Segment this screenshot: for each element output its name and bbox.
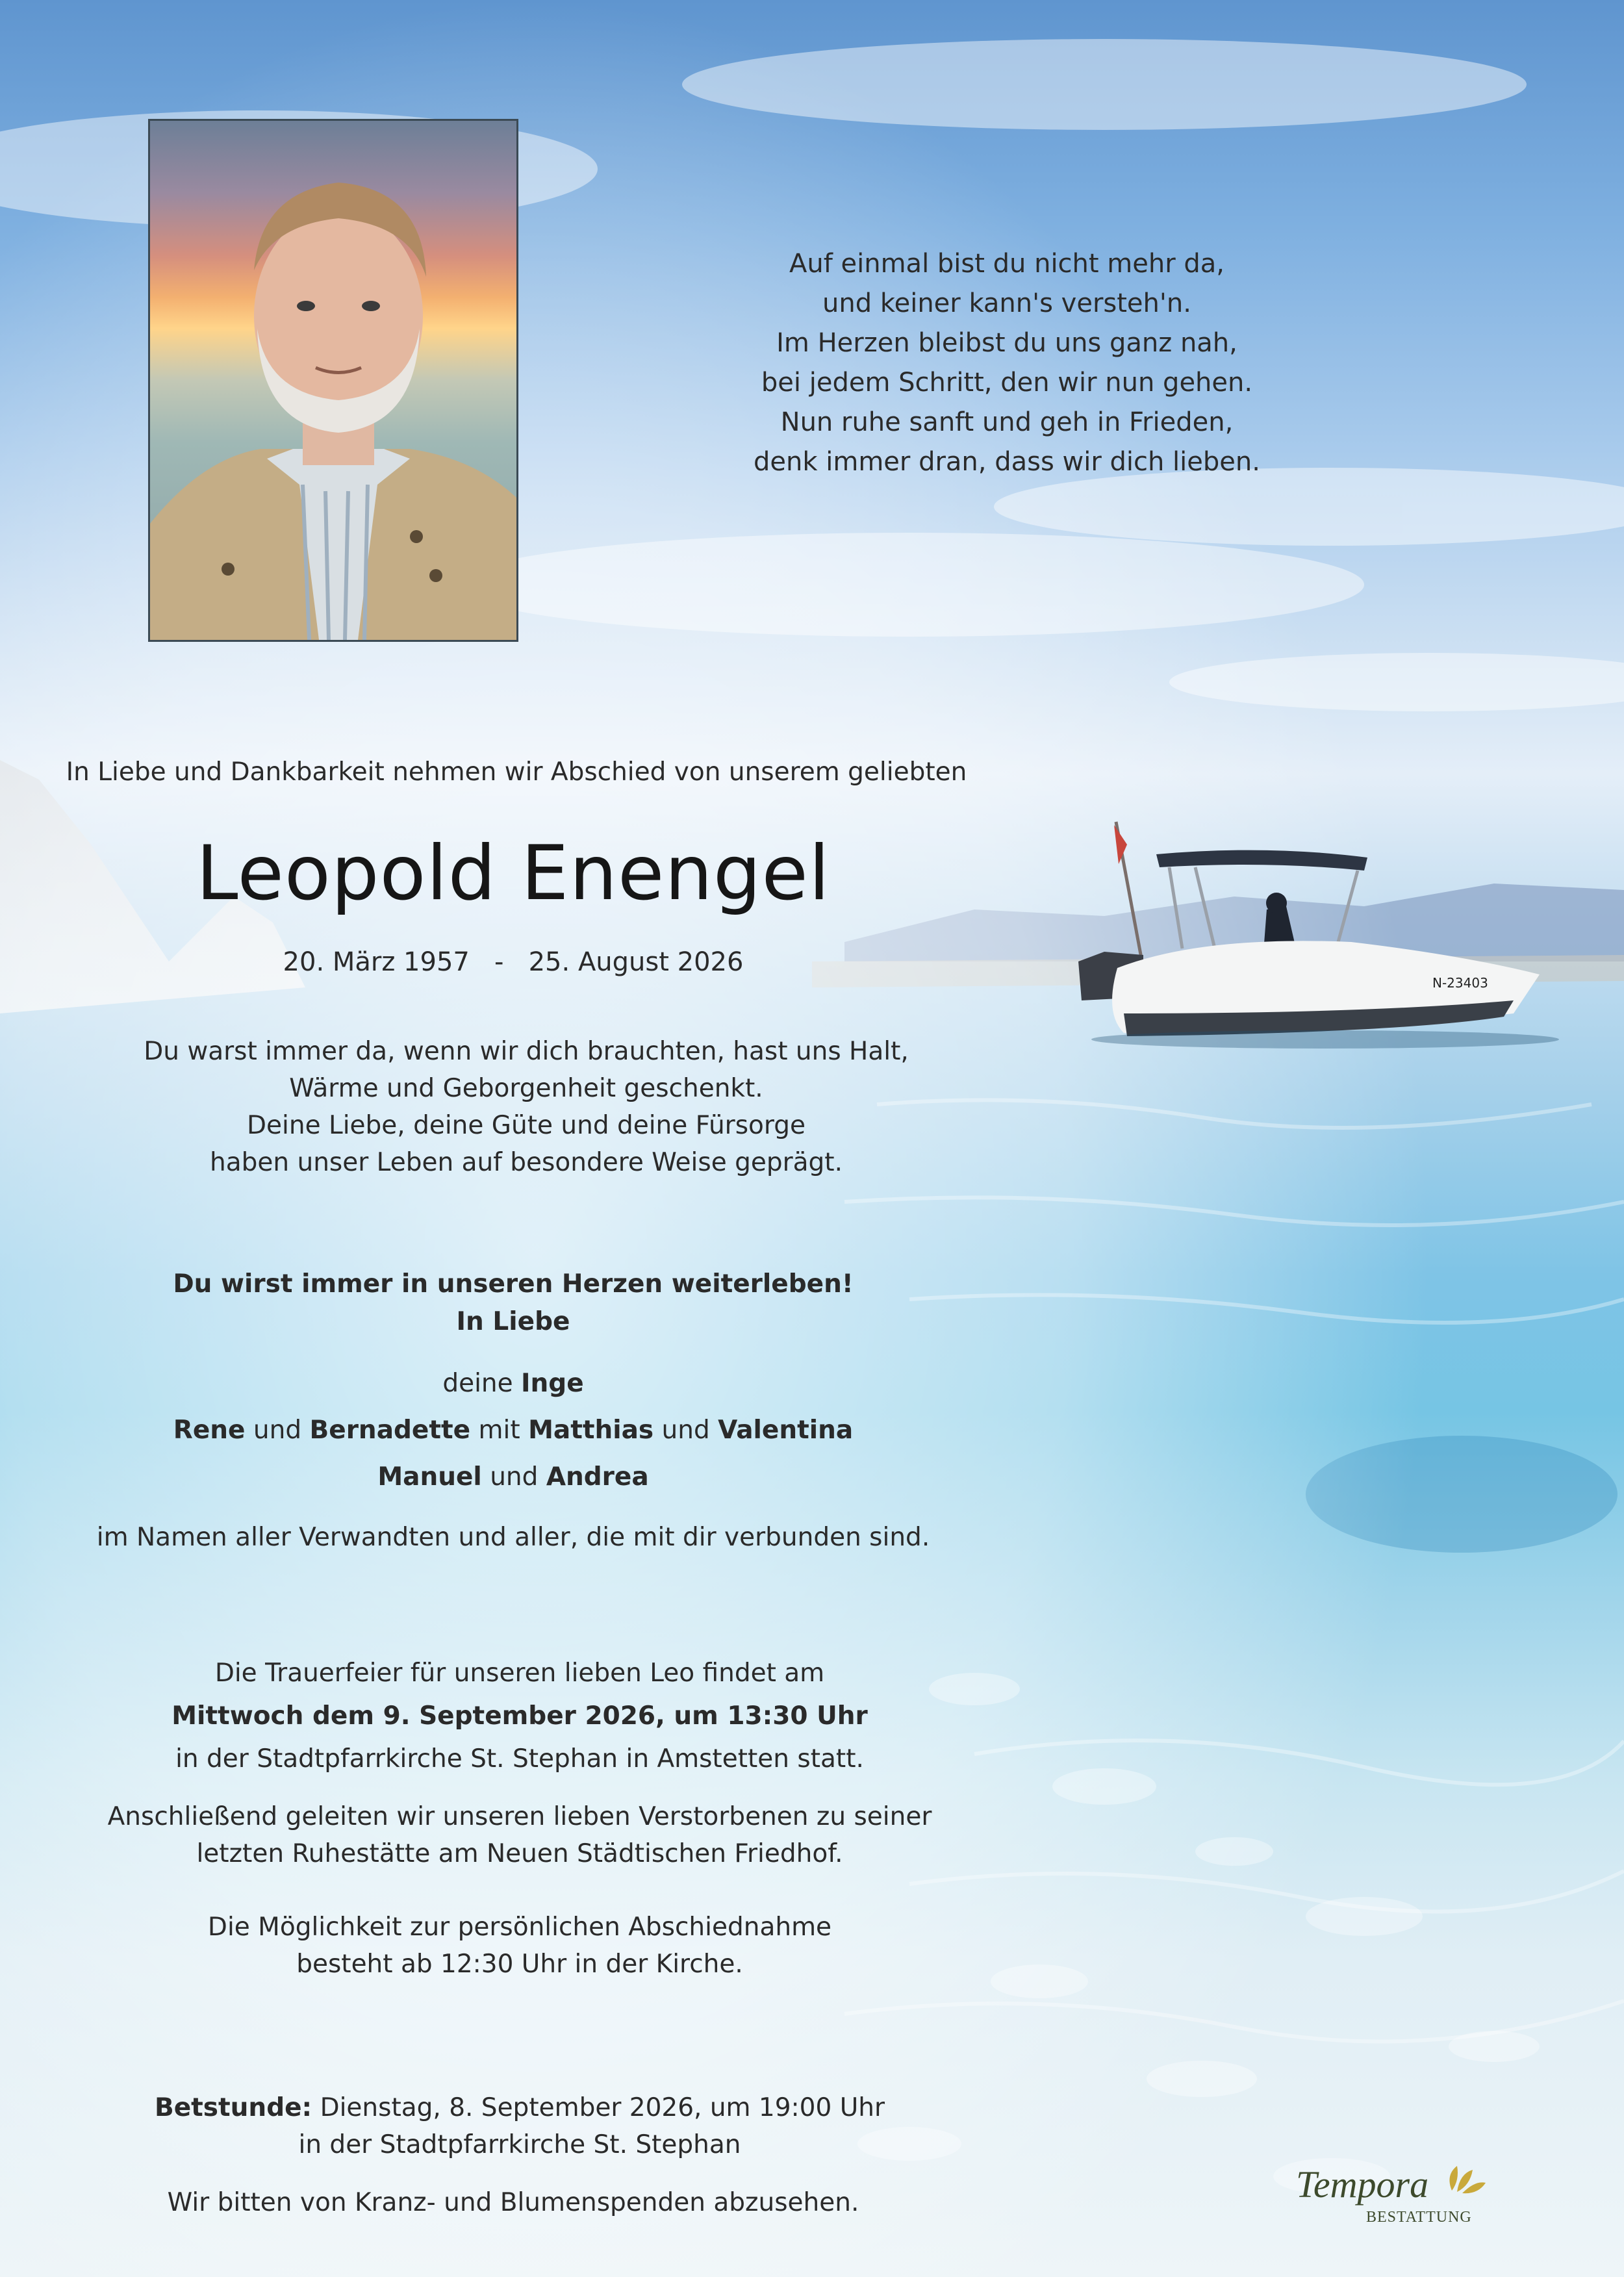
viewing-line: besteht ab 12:30 Uhr in der Kirche.	[296, 1950, 743, 1979]
tribute-line: haben unser Leben auf besondere Weise geprägt.	[210, 1148, 843, 1177]
family-text: und	[253, 1416, 302, 1445]
burial-line: Anschließend geleiten wir unseren lieben Verstorbenen zu seiner	[107, 1802, 932, 1831]
family-text: mit	[478, 1416, 520, 1445]
prayer-datetime: Dienstag, 8. September 2026, um 19:00 Uhr	[320, 2093, 885, 2122]
logo-subtitle: BESTATTUNG	[1366, 2209, 1472, 2226]
viewing-line: Die Möglichkeit zur persönlichen Abschiednahme	[207, 1913, 832, 1942]
portrait-image	[150, 121, 516, 640]
prayer-label: Betstunde:	[154, 2093, 312, 2122]
prayer-line	[97, 2089, 942, 2126]
family-member: Inge	[521, 1369, 584, 1398]
family-text: und	[661, 1416, 710, 1445]
deceased-name: Leopold Enengel	[196, 830, 831, 917]
death-date: 25. August 2026	[528, 947, 744, 977]
tempora-logo	[1289, 2157, 1504, 2228]
date-separator: -	[494, 947, 504, 977]
family-text: und	[490, 1462, 539, 1492]
life-dates	[162, 943, 864, 981]
tribute-line: Deine Liebe, deine Güte und deine Fürsorge	[247, 1111, 806, 1140]
family-member: Andrea	[546, 1462, 649, 1492]
family-list	[97, 1360, 929, 1501]
tribute	[97, 1033, 955, 1181]
prayer-location: in der Stadtpfarrkirche St. Stephan	[298, 2130, 741, 2159]
logo-name: Tempora	[1296, 2163, 1429, 2206]
flower-request: Wir bitten von Kranz- und Blumenspenden abzusehen.	[167, 2188, 859, 2217]
poem-line: denk immer dran, dass wir dich lieben.	[754, 447, 1260, 477]
family-member: Matthias	[528, 1416, 654, 1445]
family-member: Bernadette	[309, 1416, 471, 1445]
lotus-icon	[1449, 2166, 1486, 2193]
family-closing: im Namen aller Verwandten und aller, die mit dir verbunden sind.	[96, 1523, 930, 1552]
family-line	[97, 1360, 929, 1407]
burial-info	[65, 1798, 974, 1872]
family-line	[97, 1407, 929, 1454]
family-member: Rene	[173, 1416, 246, 1445]
farewell-line: Du wirst immer in unseren Herzen weiterleben!	[173, 1269, 854, 1299]
family-line	[97, 1454, 929, 1501]
viewing-info	[97, 1909, 942, 1983]
farewell-signoff: In Liebe	[456, 1307, 570, 1336]
poem-line: bei jedem Schritt, den wir nun gehen.	[761, 368, 1253, 398]
poem-line: und keiner kann's versteh'n.	[822, 288, 1191, 318]
family-member: Valentina	[718, 1416, 854, 1445]
poem-line: Im Herzen bleibst du uns ganz nah,	[776, 328, 1237, 358]
burial-line: letzten Ruhestätte am Neuen Städtischen Friedhof.	[196, 1839, 843, 1868]
portrait-photo	[148, 119, 518, 642]
poem	[702, 244, 1312, 482]
poem-line: Nun ruhe sanft und geh in Frieden,	[780, 407, 1234, 437]
boat-registration: N-23403	[1432, 975, 1488, 991]
intro-text: In Liebe und Dankbarkeit nehmen wir Abschied von unserem geliebten	[66, 757, 967, 787]
poem-line: Auf einmal bist du nicht mehr da,	[789, 249, 1224, 279]
tribute-line: Wärme und Geborgenheit geschenkt.	[289, 1074, 763, 1103]
prayer-info	[97, 2089, 942, 2163]
family-member: Manuel	[377, 1462, 482, 1492]
birth-date: 20. März 1957	[283, 947, 470, 977]
ceremony-datetime: Mittwoch dem 9. September 2026, um 13:30 Uhr	[171, 1701, 868, 1731]
family-text: deine	[442, 1369, 513, 1398]
tribute-line: Du warst immer da, wenn wir dich brauchten, hast uns Halt,	[144, 1037, 909, 1066]
ceremony-info	[97, 1652, 942, 1781]
ceremony-location: in der Stadtpfarrkirche St. Stephan in Amstetten statt.	[175, 1744, 864, 1774]
farewell	[97, 1266, 929, 1341]
ceremony-line: Die Trauerfeier für unseren lieben Leo findet am	[214, 1659, 825, 1688]
